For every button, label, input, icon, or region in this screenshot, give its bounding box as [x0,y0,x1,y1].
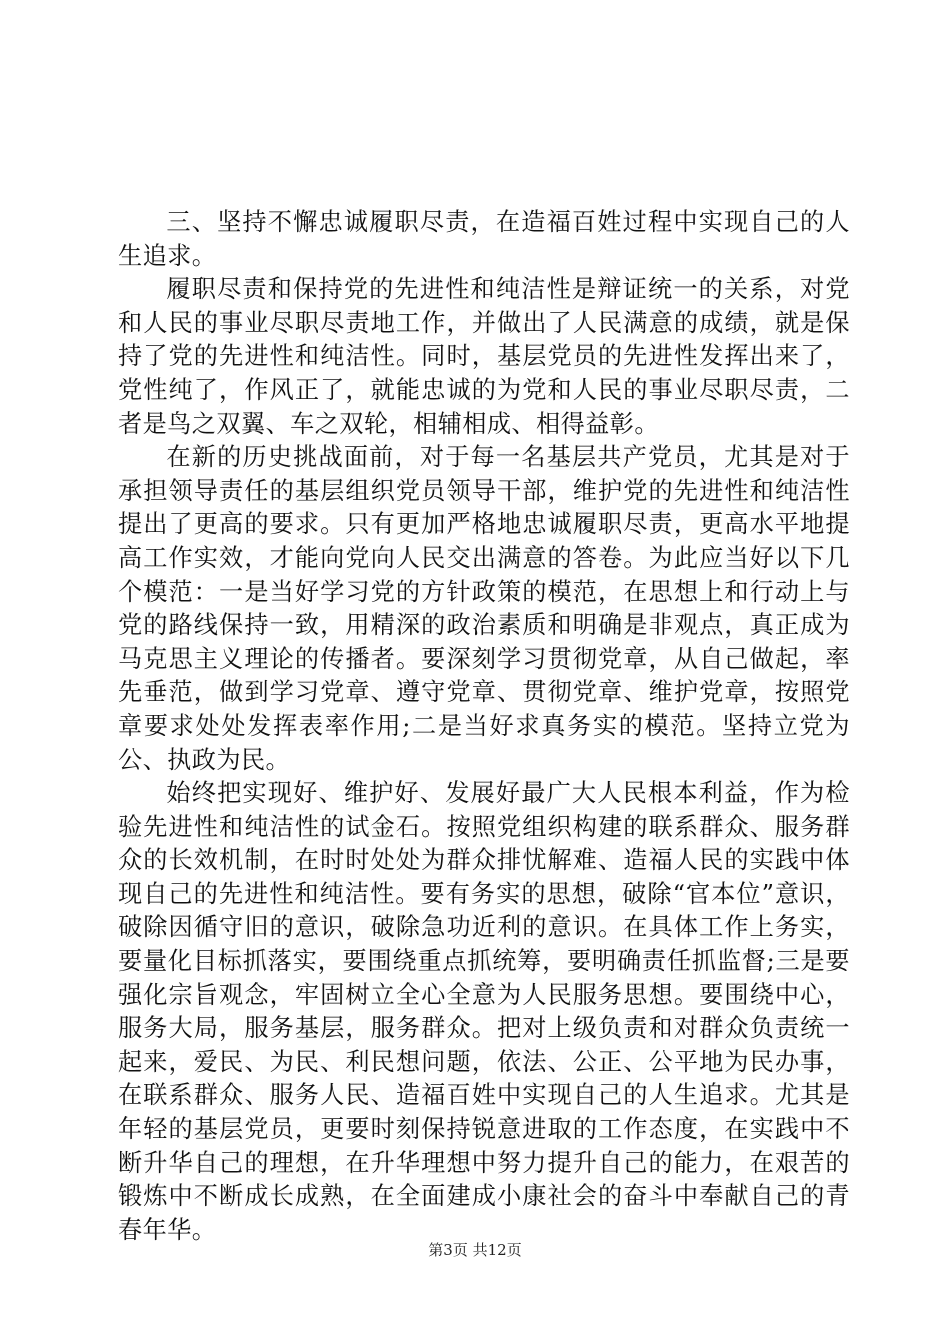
paragraph-people-interests: 始终把实现好、维护好、发展好最广大人民根本利益，作为检验先进性和纯洁性的试金石。按照党组织构建的联系群众、服务群众的长效机制，在时时处处为群众排忧解难、造福人民的实践中体现自己的先进性和纯洁性。要有务实的思想，破除“官本位”意识，破除因循守旧的意识，破除急功近利的意识。在具体工作上务实，要量化目标抓落实，要围绕重点抓统筹，要明确责任抓监督;三是要强化宗旨观念，牢固树立全心全意为人民服务思想。要围绕中心，服务大局，服务基层，服务群众。把对上级负责和对群众负责统一起来，爱民、为民、利民想问题，依法、公正、公平地为民办事，在联系群众、服务人民、造福百姓中实现自己的人生追求。尤其是年轻的基层党员，更要时刻保持锐意进取的工作态度，在实践中不断升华自己的理想，在升华理想中努力提升自己的能力，在艰苦的锻炼中不断成长成熟，在全面建成小康社会的奋斗中奉献自己的青春年华。 [118,779,850,1244]
paragraph-duty: 履职尽责和保持党的先进性和纯洁性是辩证统一的关系，对党和人民的事业尽职尽责地工作，并做出了人民满意的成绩，就是保持了党的先进性和纯洁性。同时，基层党员的先进性发挥出来了，党性纯了，作风正了，就能忠诚的为党和人民的事业尽职尽责，二者是鸟之双翼、车之双轮，相辅相成、相得益彰。 [118,275,850,438]
paragraph-new-challenges: 在新的历史挑战面前，对于每一名基层共产党员，尤其是对于承担领导责任的基层组织党员领导干部，维护党的先进性和纯洁性提出了更高的要求。只有更加严格地忠诚履职尽责，更高水平地提高工作实效，才能向党向人民交出满意的答卷。为此应当好以下几个模范：一是当好学习党的方针政策的模范，在思想上和行动上与党的路线保持一致，用精深的政治素质和明确是非观点，真正成为马克思主义理论的传播者。要深刻学习贯彻党章，从自己做起，率先垂范，做到学习党章、遵守党章、贯彻党章、维护党章，按照党章要求处处发挥表率作用;二是当好求真务实的模范。坚持立党为公、执政为民。 [118,443,850,774]
paragraph-heading-three: 三、坚持不懈忠诚履职尽责，在造福百姓过程中实现自己的人生追求。 [118,208,850,270]
page-number-footer: 第3页 共12页 [428,1241,522,1259]
document-body [118,206,850,1247]
